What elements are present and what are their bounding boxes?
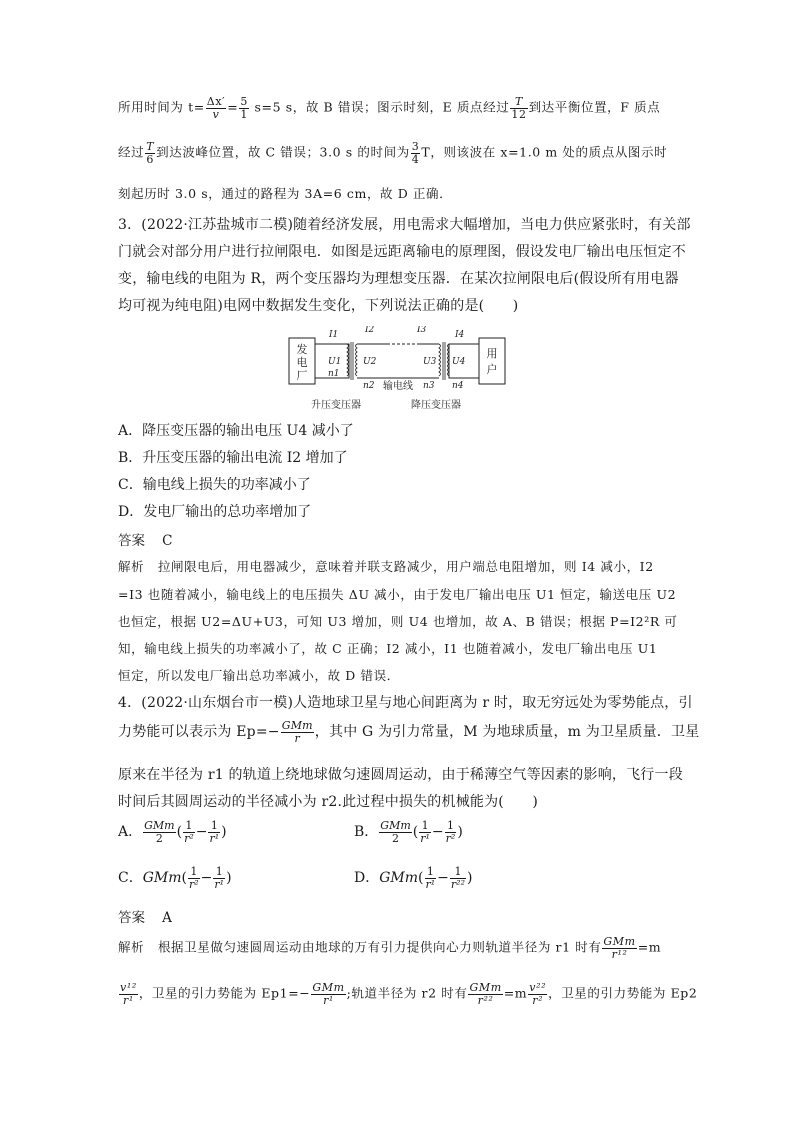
denominator: v — [206, 108, 226, 121]
answer-value: C — [162, 533, 173, 549]
denominator: 6 — [146, 152, 154, 166]
fraction — [206, 96, 226, 120]
denominator: r¹ — [214, 877, 225, 891]
fraction — [602, 936, 636, 960]
denominator: r²² — [450, 877, 465, 891]
denominator: r² — [445, 831, 456, 845]
text: 拉闸限电后，用电器减少，意味着并联支路减少，用户端总电阻增加，则 I4 减小，I2 — [157, 559, 654, 574]
option-d: D．GMm( $\frac{1}{\text{r¹}}$ − $\frac{1}{\text{r²²}}$ ) — [354, 865, 473, 891]
answer-row — [118, 529, 173, 549]
numerator: GMm — [469, 981, 502, 994]
numerator: GMm — [281, 719, 313, 732]
text: T，则该波在 x=1.0 m 处的质点从图示时 — [421, 144, 668, 160]
numerator: v¹² — [120, 981, 137, 994]
text: ;轨道半径为 r2 时有 — [346, 985, 468, 1001]
coil-icon — [347, 344, 349, 376]
analysis-line — [118, 557, 654, 575]
fraction — [281, 720, 314, 744]
turns-label: n1 — [328, 369, 340, 379]
text: GMm — [379, 870, 419, 887]
option-b: B．升压变压器的输出电流 I2 增加了 — [118, 450, 348, 466]
question-3-line: 均可视为纯电阻)电网中数据发生变化，下列说法正确的是( ) — [118, 298, 519, 314]
text: 到达平衡位置，F 质点 — [528, 99, 661, 115]
voltage-label: U1 — [328, 357, 342, 367]
fraction — [425, 866, 437, 890]
numerator: 1 — [454, 865, 462, 878]
text: 根据卫星做匀速圆周运动由地球的万有引力提供向心力则轨道半径为 r1 时有 — [157, 939, 602, 955]
denominator: r¹² — [602, 948, 636, 961]
option-c: C．输电线上损失的功率减小了 — [118, 477, 311, 493]
analysis-line — [118, 936, 661, 960]
text: 所用时间为 t= — [118, 99, 205, 115]
user-box — [479, 338, 505, 384]
option-a: A．降压变压器的输出电压 U4 减小了 — [118, 423, 354, 439]
text: 刻起历时 3.0 s，通过的路程为 3A=6 cm，故 D 正确． — [118, 186, 453, 201]
question-3-line: 变，输电线的电阻为 R，两个变压器均为理想变压器．在某次拉闸限电后(假设所有用电器 — [118, 271, 679, 287]
question-4-line — [118, 720, 699, 744]
denominator: r¹ — [311, 994, 345, 1007]
option-c: C．GMm( $\frac{1}{\text{r²}}$ − $\frac{1}{\text{r¹}}$ ) — [118, 865, 232, 891]
denominator: r¹ — [119, 994, 138, 1007]
fraction — [188, 866, 200, 890]
analysis-line: 也恒定，根据 U2=ΔU+U3，可知 U3 增加，则 U4 也增加，故 A、B 错误；根据 P=I2²R 可 — [118, 614, 678, 629]
denominator: r² — [184, 831, 194, 845]
denominator: 2 — [143, 832, 175, 845]
answer-value: A — [162, 910, 172, 926]
voltage-label: U2 — [363, 357, 377, 367]
text: s=5 s，故 B 错误；图示时刻，E 质点经过 — [249, 99, 510, 115]
denominator: 12 — [511, 107, 527, 121]
option-a: A． $\frac{\text{GMm}}{2}$ ( $\frac{1}{\text{r²}}$ − $\frac{1}{\text{r¹}}$ ) — [118, 819, 227, 845]
plant-label: 发 — [296, 343, 308, 356]
turns-label: n3 — [423, 381, 435, 391]
current-label: I2 — [365, 326, 375, 335]
analysis-line: 恒定，所以发电厂输出总功率减小，故 D 错误． — [118, 668, 400, 683]
step-down-label: 降压变压器 — [411, 400, 461, 411]
numerator: GMm — [603, 935, 636, 948]
text: GMm — [142, 870, 182, 887]
denominator: r² — [528, 994, 547, 1007]
numerator: 1 — [210, 819, 218, 832]
analysis-line: =I3 也随着减小，输电线上的电压损失 ΔU 减小，由于发电厂输出电压 U1 恒定，输送电压 U2 — [118, 587, 677, 602]
numerator: 5 — [240, 95, 248, 108]
coil-icon — [439, 344, 441, 376]
numerator: GMm — [312, 981, 345, 994]
fraction — [411, 141, 421, 165]
transmission-diagram — [287, 326, 509, 414]
current-label: I4 — [455, 330, 465, 340]
turns-label: n4 — [452, 381, 464, 391]
denominator: r¹ — [209, 831, 220, 845]
fraction — [450, 866, 466, 890]
text: 经过 — [118, 144, 145, 160]
denominator: r¹ — [420, 831, 430, 845]
numerator: 1 — [426, 865, 434, 878]
denominator: 4 — [411, 152, 420, 166]
analysis-label: 解析 — [118, 939, 145, 955]
fraction — [143, 820, 175, 844]
question-4-line: 4．(2022·山东烟台市一模)人造地球卫星与地心间距离为 r 时，取无穷远处为零势能点，引 — [118, 695, 693, 711]
denominator: 1 — [240, 107, 248, 121]
text: ，其中 G 为引力常量，M 为地球质量，m 为卫星质量．卫星 — [314, 724, 700, 741]
fraction — [379, 820, 411, 844]
denominator: r — [281, 732, 314, 745]
fraction — [468, 982, 502, 1006]
text: 到达波峰位置，故 C 错误；3.0 s 的时间为 — [156, 144, 410, 160]
fraction — [510, 96, 527, 120]
numerator: 1 — [446, 819, 454, 832]
solution-line — [118, 141, 667, 165]
question-4-line: 时间后其圆周运动的半径减小为 r2.此过程中损失的机械能为( ) — [118, 794, 539, 810]
numerator: GMm — [380, 819, 411, 832]
numerator: 3 — [411, 140, 420, 153]
text: =m — [637, 939, 662, 955]
current-label: I1 — [329, 330, 339, 340]
coil-icon — [356, 344, 358, 376]
text: 力势能可以表示为 Ep=− — [118, 724, 280, 741]
option-prefix: A． — [118, 824, 143, 841]
fraction — [145, 141, 155, 165]
fraction — [213, 866, 225, 890]
fraction — [528, 982, 547, 1006]
answer-row — [118, 906, 172, 926]
voltage-label: U4 — [452, 357, 466, 367]
numerator: Δx′ — [206, 95, 226, 108]
user-label: 用 — [486, 347, 498, 360]
current-label: I3 — [417, 326, 427, 335]
denominator: r¹ — [425, 877, 436, 891]
step-up-label: 升压变压器 — [311, 400, 361, 411]
fraction — [445, 820, 457, 844]
text: ，卫星的引力势能为 Ep1=− — [138, 985, 311, 1001]
question-4-line: 原来在半径为 r1 的轨道上绕地球做匀速圆周运动，由于稀薄空气等因素的影响，飞行一段 — [118, 767, 683, 783]
fraction — [239, 96, 249, 120]
analysis-line — [118, 982, 697, 1006]
turns-label: n2 — [363, 381, 375, 391]
numerator: 1 — [421, 819, 429, 832]
voltage-label: U3 — [423, 357, 437, 367]
denominator: r²² — [468, 994, 502, 1007]
text: = — [227, 99, 239, 115]
option-prefix: B． — [354, 824, 379, 841]
numerator: 1 — [215, 865, 223, 878]
numerator: v²² — [529, 981, 547, 994]
solution-line — [118, 96, 660, 120]
analysis-label: 解析 — [118, 559, 145, 574]
answer-label: 答案 — [118, 533, 145, 549]
text: ，卫星的引力势能为 Ep2 — [548, 985, 698, 1001]
option-prefix: C． — [118, 870, 143, 887]
fraction — [311, 982, 345, 1006]
answer-label: 答案 — [118, 910, 145, 926]
numerator: T — [514, 95, 523, 108]
text: =m — [503, 985, 528, 1001]
numerator: 1 — [185, 819, 193, 832]
option-d: D．发电厂输出的总功率增加了 — [118, 504, 312, 520]
numerator: 1 — [190, 865, 198, 878]
plant-label: 厂 — [296, 369, 308, 382]
numerator: T — [146, 140, 155, 153]
option-prefix: D． — [354, 870, 380, 887]
numerator: GMm — [144, 819, 175, 832]
plant-label: 电 — [296, 356, 308, 369]
transmission-line-label: 输电线 — [383, 381, 413, 392]
fraction — [419, 820, 431, 844]
denominator: 2 — [379, 832, 411, 845]
question-3-line: 门就会对部分用户进行拉闸限电．如图是远距离输电的原理图，假设发电厂输出电压恒定不 — [118, 244, 686, 260]
user-label: 户 — [486, 363, 498, 376]
fraction — [183, 820, 195, 844]
fraction — [208, 820, 220, 844]
analysis-line: 知，输电线上损失的功率减小了，故 C 正确；I2 减小，I1 也随着减小，发电厂输出电压 U1 — [118, 641, 658, 656]
question-3-line: 3．(2022·江苏盐城市二模)随着经济发展，用电需求大幅增加，当电力供应紧张时，有关部 — [118, 217, 691, 233]
denominator: r² — [188, 877, 199, 891]
option-b: B． $\frac{\text{GMm}}{2}$ ( $\frac{1}{\text{r¹}}$ − $\frac{1}{\text{r²}}$ ) — [354, 819, 463, 845]
fraction — [119, 982, 138, 1006]
solution-line — [118, 184, 452, 202]
